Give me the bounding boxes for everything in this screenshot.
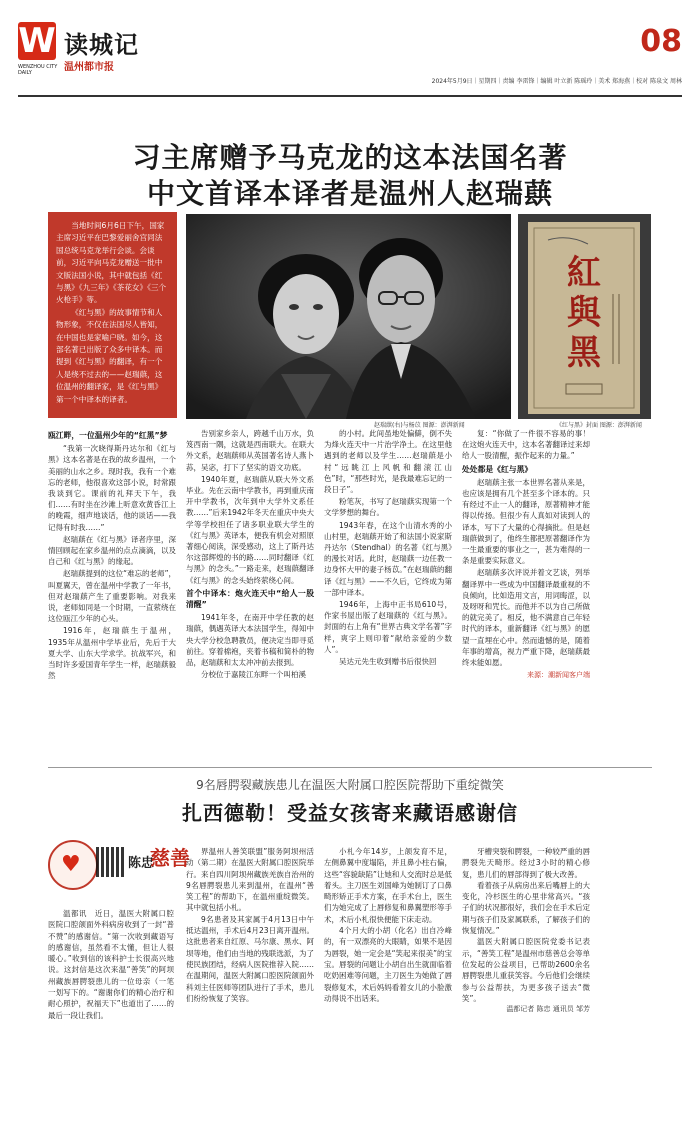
- reporter-credit: 温都记者 陈忠 通讯员 邹芳: [506, 1005, 590, 1014]
- story2-kicker: 9名唇腭裂藏族患儿在温医大附属口腔医院帮助下重绽微笑: [196, 778, 504, 792]
- lead-box: [48, 212, 177, 418]
- article-column-4: [462, 428, 590, 750]
- paragraph: 赵瑞蕻主张一本世界名著从来是，也应该是拥有几个甚至多个译本的。只有经过不止一人的翻译，原著精神才能得以传扬。但很少有人真如对读到人的译本，写下了大量的心得摘批。但是赵瑞蕻做到了，他终生都把原著翻译作为一生最重要的事业之一，甚为难得的一条是重要实际意义。: [462, 477, 590, 566]
- badge-name: 陈忠: [128, 856, 155, 871]
- paper-name: 温州都市报: [64, 62, 114, 73]
- paragraph: 1916年，赵瑞蕻生于温州，1935年从温州中学毕业后，先后于大夏大学、山东大学求学。抗战军兴，和当时许多爱国青年学生一样，赵瑞蕻毅然: [48, 626, 176, 681]
- subheading: 处处都是《红与黑》: [462, 464, 533, 474]
- paragraph: 1943年春，在这个山清水秀的小山村里，赵瑞蕻开始了和法国小说家斯丹达尔（Stendhal）的名著《红与黑》的漫长对话。此时，赵瑞蕻一边任教一边身怀大甲的妻子杨苡。”在赵瑞蕻的翻译《红与黑》——不久后，它终成为第一部中译本。: [324, 520, 452, 597]
- paragraph: 小札今年14岁，上颌发育不足，左侧鼻翼中度塌陷，并且鼻小柱右偏，这些“容貌缺陷”让她和人交流时总是低着头。主刀医生刘国峰为她制订了口鼻畸形矫正手术方案，在手术台上，医生们为她完成了上唇修复和鼻翼塑形等手术，术后小札很快便能下床走动。: [324, 847, 452, 924]
- photo-caption: 《红与黑》封面 图源：澎湃新闻: [556, 422, 642, 429]
- book-cover-char: 紅: [567, 253, 601, 293]
- paragraph: 分校位于嘉陵江东畔一个叫柏溪: [201, 670, 306, 680]
- paragraph: 4个月大的小胡（化名）出自冷峰的，有一双漂亮的大眼睛，如果不是因为唇裂，她一定会是“笑起来很美”的宝宝。唇裂的问题让小胡自出生就面临着吃奶困难等问题，主刀医生为她做了唇裂修复术，术后妈妈看着女儿的小脸激动得说不出话来。: [324, 926, 452, 1003]
- story2-column-2: [186, 846, 314, 1128]
- lead-paragraph: 《红与黑》的故事情节和人物形象，不仅在法国尽人皆知，在中国也是家喻户晓。如今，这部名著已出版了众多中译本。而提到《红与黑》的翻译，有一个人是绕不过去的——赵瑞蕻，这位温州的翻译家，是《红与黑》第一个中译本的译者。: [56, 307, 163, 404]
- paragraph: 温都讯 近日，温医大附属口腔医院口腔颌面外科病房收到了一封“普不赞”的感谢信。“第一次收到藏语写的感谢信，虽然看不太懂，但让人很暖心。”收到信的该科护士长很高兴地说。这封信是这次来温“善笑”的阿坝州藏族唇腭裂患儿的一位母亲（一笔一划写下的。“谢谢你们的精心治疗和耐心照护，祝福天下”也道出了……的最后一段让我们。: [48, 909, 174, 1020]
- paragraph: 牙槽突裂和腭裂，一种较严重的唇腭裂先天畸形。经过3小时的精心修复，患儿们的唇部得到了极大改善。: [462, 847, 590, 879]
- paragraph: “我第一次晓得斯丹达尔和《红与黑》这本名著是在我的故乡温州，一个美丽的山水之乡。现时我，我有一个难忘的老师，他很喜欢这部小说，时常跟我谈到它。课前的礼拜天下午，我们……有时坐在沙滩上听意欢黄昏江上的晚霞，细声地谈话，他的谈话——我记得有时我……”: [48, 444, 176, 532]
- paragraph: 赵瑞蕻在《红与黑》译者序里，深情回顾起在家乡温州的点点滴滴，以及自己和《红与黑》的缘起。: [48, 534, 176, 567]
- paragraph: 1941年冬，在南开中学任教的赵瑞蕻，偶遇英译大本法国学生，得知中央大学分校急聘教员，便决定当即寻觅前往。穿着棉袍，夹着书稿和简朴的物品，赵瑞蕻和太太冲冲前去报到。: [186, 613, 314, 668]
- paragraph: 1946年，上海中正书局610号，作家书屋出版了赵瑞蕻的《红与黑》。封面的右上角有“世界古典文学名著”字样，爽字上则印着“献给亲爱的少数人”。: [324, 600, 452, 654]
- paragraph: 的小村。此间虽地处偏僻，倒不失为烽火连天中一片治学净土。在这里他遇到的老师以及学生……赵瑞蕻是小村“远眺江上风帆和翻滚江山色”时，“那些时光，是我最难忘记的一段日子”。: [324, 429, 452, 495]
- qr-code-icon: [96, 847, 126, 877]
- paragraph: 界温州人善笑联盟”服务阿坝州活动（第二期）在温医大附属口腔医院举行。来自四川阿坝州藏族羌族自治州的9名唇腭裂患儿来到温州，在温州“善笑工程”的帮助下，在温州重绽微笑。其中就包括小札。: [186, 847, 314, 913]
- book-cover-image: [518, 214, 651, 419]
- paragraph: 粉笔灰，书写了赵瑞蕻实现第一个文学梦想的舞台。: [324, 497, 452, 518]
- story-divider: [48, 767, 652, 768]
- photo-caption: 赵瑞蕻(右)与杨苡 图源：澎湃新闻: [374, 422, 465, 429]
- portrait-photo: [186, 214, 511, 419]
- story2-column-4: [462, 846, 590, 1128]
- logo-subtitle: WENZHOU CITY DAILY: [18, 64, 58, 76]
- article-column-1: [48, 428, 176, 750]
- heart-icon: ♥: [61, 852, 81, 877]
- badge-title: 慈善: [150, 846, 190, 870]
- paragraph: 告别家乡亲人，跨越千山万水，负笈西南一隅，这就是西南联大。在联大外文系，赵瑞蕻师从英国著名诗人燕卜荪，吴宓，打下了坚实的语文功底。: [186, 429, 314, 472]
- portrait-photo-image: [186, 214, 511, 419]
- article-column-3: [324, 428, 452, 750]
- story2-column-3: [324, 846, 452, 1128]
- story2-headline: 扎西德勒！受益女孩寄来藏语感谢信: [182, 801, 518, 825]
- paragraph: 赵瑞蕻多次评说并着文艺谈，列举翻译界中一些成为中国翻译最重视的不良倾向，比如造用文言，用词晦涩，以及呀呀和咒长。而他并不以为自己所做的就完美了。相反，他不满意自己年轻时代的译本，重新翻译《红与黑》的愿望一直埋在心中。然而遗憾的是，随着年事的增高，视力严重下降，赵瑞蕻最终未能如愿。: [462, 568, 590, 668]
- lead-paragraph: 当地时间6月6日下午，国家主席习近平在巴黎爱丽舍宫同法国总统马克龙举行会谈。会谈前，习近平向马克龙赠送一批中文版法国小说，其中就包括《红与黑》《九三年》《茶花女》《三个火枪手》等。: [56, 221, 167, 305]
- paragraph: 温医大附属口腔医院党委书记表示，“善笑工程”是温州市慈善总会等单位发起的公益项目，已帮助2600余名唇腭裂患儿重获笑容。今后他们会继续参与公益帮扶，为更多孩子送去“微笑”。: [462, 937, 590, 1003]
- section-title: 读城记: [64, 30, 139, 59]
- headline-line-2: 中文首译本译者是温州人赵瑞蕻: [146, 177, 553, 210]
- newspaper-logo-icon: W: [18, 21, 56, 61]
- book-cover-char: 黑: [567, 333, 601, 373]
- paragraph: 赵瑞蕻提到的这位“难忘的老师”，叫夏翼天，曾在温州中学教了一年书，但对赵瑞蕻产生了重要影响。对我来说，老师如同是一个时期，一直萦绕在这位瓯江少年的心头。: [48, 569, 176, 624]
- paragraph: 看着孩子从病房出来后嘴唇上的大变化，冷杉医生的心里非常高兴。“孩子们的状况都很好，我们会在手术后定期与孩子们及家属联系，了解孩子们的恢复情况。”: [462, 880, 590, 936]
- masthead-divider: [18, 95, 682, 97]
- headline-line-1: 习主席赠予马克龙的这本法国名著: [132, 141, 568, 174]
- paragraph: 9名患者及其家属于4月13日中午抵达温州，手术后4月23日离开温州。这批患者来自红原、马尔康、黑水、阿坝等地，他们由当地的残联选派，为了使民族团结，经病人医院推荐入院……在温期间，温医大附属口腔医院颌面外科刘主任医师等团队进行了手术，患儿们纷纷恢复了笑容。: [186, 914, 314, 1003]
- paragraph: 复：“你做了一件很不容易的事！在这炮火连天中，这本名著翻译过来却给人一股清醒，振作起来的力量。”: [462, 429, 590, 461]
- paragraph: 1940年夏，赵瑞蕻从联大外文系毕业。先在云南中学教书，再到重庆南开中学教书，次年到中大学外文系任教……”后来1942年冬天在重庆中央大学等学校担任了诸多职业联大学生的《红与黑》英译本，便我有机会对照原著细心阅读，深受感动，这上了斯丹达尔这部辉煌的书的路……同时翻译《红与黑》的念头。”一路走来，赵瑞蕻翻译《红与黑》的念头始终萦绕心间。: [186, 474, 314, 585]
- subheading: 首个中译本：炮火连天中“给人一股清醒”: [186, 588, 314, 610]
- paragraph: 吴达元先生收到赠书后很快回: [339, 657, 437, 667]
- story2-column-1: [48, 908, 174, 1104]
- source-credit: 来源：潮新闻客户端: [527, 671, 590, 680]
- book-cover-photo: [518, 214, 651, 419]
- issue-meta: 2024年5月9日｜星期四｜责编 李雷锋｜编辑 叶立新 陈瑶玲｜美术 郑海燕｜校对 陈泉文 周林: [431, 78, 682, 85]
- page-number: 08: [640, 24, 682, 59]
- subheading: 瓯江畔，一位温州少年的“红黑”梦: [48, 431, 168, 440]
- article-column-2: [186, 428, 314, 750]
- book-cover-char: 與: [567, 293, 601, 333]
- masthead: [18, 22, 682, 92]
